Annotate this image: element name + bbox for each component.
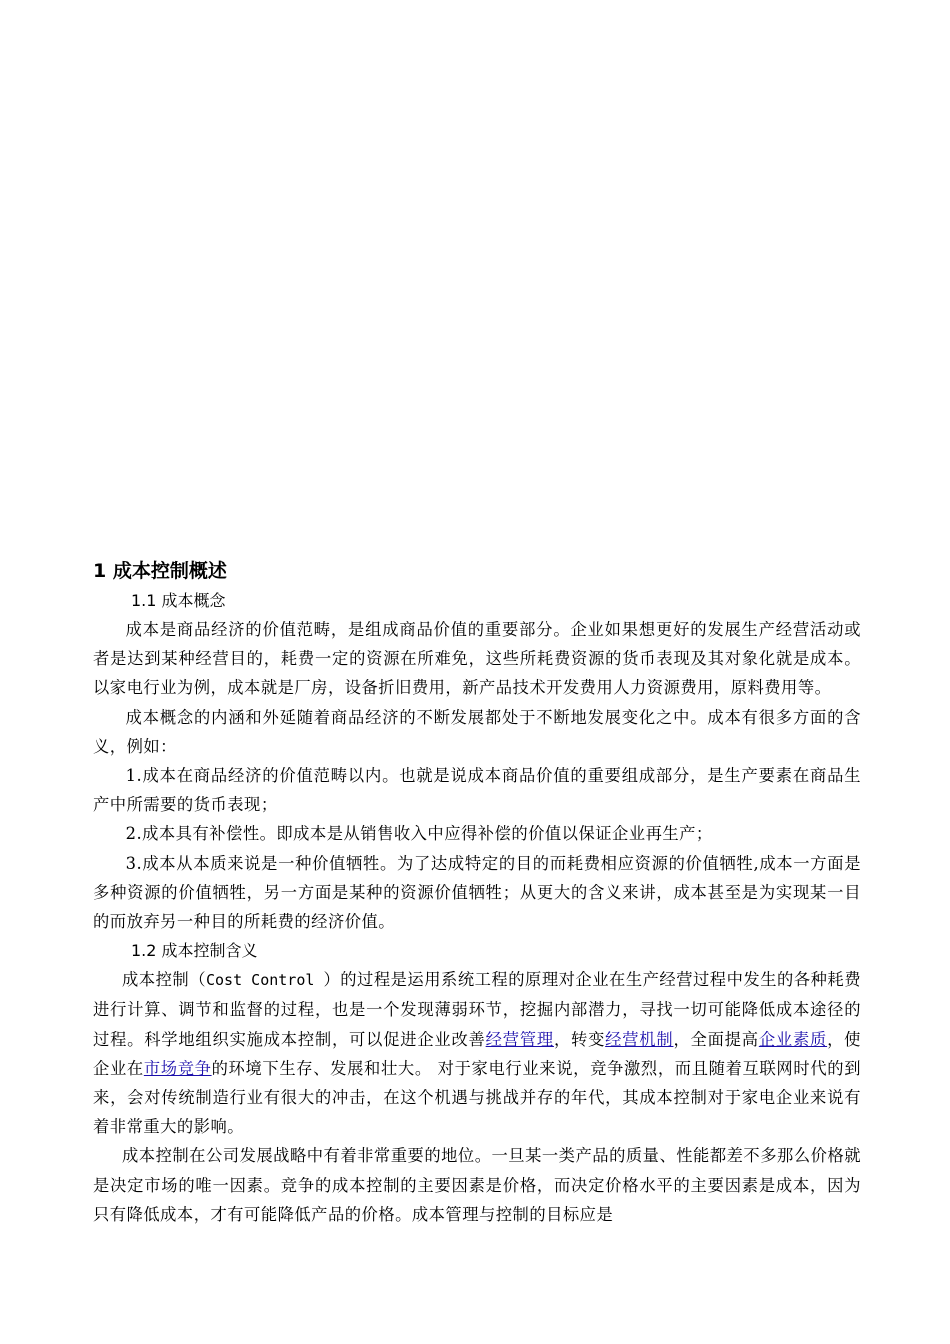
list-item-meaning-1: 1.成本在商品经济的价值范畴以内。也就是说成本商品价值的重要组成部分，是生产要素在商品生产中所需要的货币表现；: [93, 766, 861, 815]
text-run: ，转变: [553, 1029, 606, 1049]
list-item-meaning-3: 3.成本从本质来说是一种价值牺牲。为了达成特定的目的而耗费相应资源的价值牺牲,成本一方面是多种资源的价值牺牲，另一方面是某种的资源价值牺牲；从更大的含义来讲，成本甚至是为实现某一目的而放弃另一种目的所耗费的经济价值。: [93, 853, 861, 932]
link-enterprise-quality[interactable]: 企业素质: [758, 1029, 828, 1049]
section-heading-cost-concept: 1.1 成本概念: [131, 591, 226, 610]
link-market-competition[interactable]: 市场竞争: [143, 1058, 212, 1078]
english-term: Cost Control: [206, 971, 324, 990]
list-item-meaning-2: 2.成本具有补偿性。即成本是从销售收入中应得补偿的价值以保证企业再生产；: [125, 824, 713, 844]
paragraph-cost-control-definition: [93, 965, 861, 1141]
text-run: 的环境下生存、发展和壮大。 对于家电行业来说，竞争激烈，而且随着互联网时代的到来，会对传统制造行业有很大的冲击，在这个机遇与挑战并存的年代，其成本控制对于家电企业来说有着非常重大的影响。: [93, 1058, 861, 1137]
chapter-heading: 1 成本控制概述: [93, 560, 227, 582]
link-business-management[interactable]: 经营管理: [485, 1029, 554, 1049]
text-run: ，使企业在: [93, 1029, 861, 1078]
paragraph-cost-control-strategy: 成本控制在公司发展战略中有着非常重要的地位。一旦某一类产品的质量、性能都差不多那么价格就是决定市场的唯一因素。竞争的成本控制的主要因素是价格，而决定价格水平的主要因素是成本，因为只有降低成本，才有可能降低产品的价格。成本管理与控制的目标应是: [93, 1146, 861, 1224]
text-run: ，全面提高: [673, 1029, 759, 1049]
link-business-mechanism[interactable]: 经营机制: [605, 1029, 674, 1049]
text-run: 成本控制（: [122, 970, 206, 990]
paragraph-cost-meanings-intro: 成本概念的内涵和外延随着商品经济的不断发展都处于不断地发展变化之中。成本有很多方面的含义，例如：: [93, 707, 861, 756]
paragraph-cost-definition: 成本是商品经济的价值范畴，是组成商品价值的重要部分。企业如果想更好的发展生产经营活动或者是达到某种经营目的，耗费一定的资源在所难免，这些所耗费资源的货币表现及其对象化就是成本。 以家电行业为例，成本就是厂房，设备折旧费用，新产品技术开发费用人力资源费用，原料费用等。: [93, 620, 861, 698]
document-body: [93, 556, 861, 1229]
text-run: ）的过程是运用系统工程的原理对企业在生产经营过程中发生的各种耗费进行计算、调节和监督的过程，也是一个发现薄弱环节，挖掘内部潜力，寻找一切可能降低成本途径的过程。科学地组织实施成本控制，可以促进企业改善: [93, 970, 861, 1049]
section-heading-cost-control: 1.2 成本控制含义: [131, 941, 258, 961]
